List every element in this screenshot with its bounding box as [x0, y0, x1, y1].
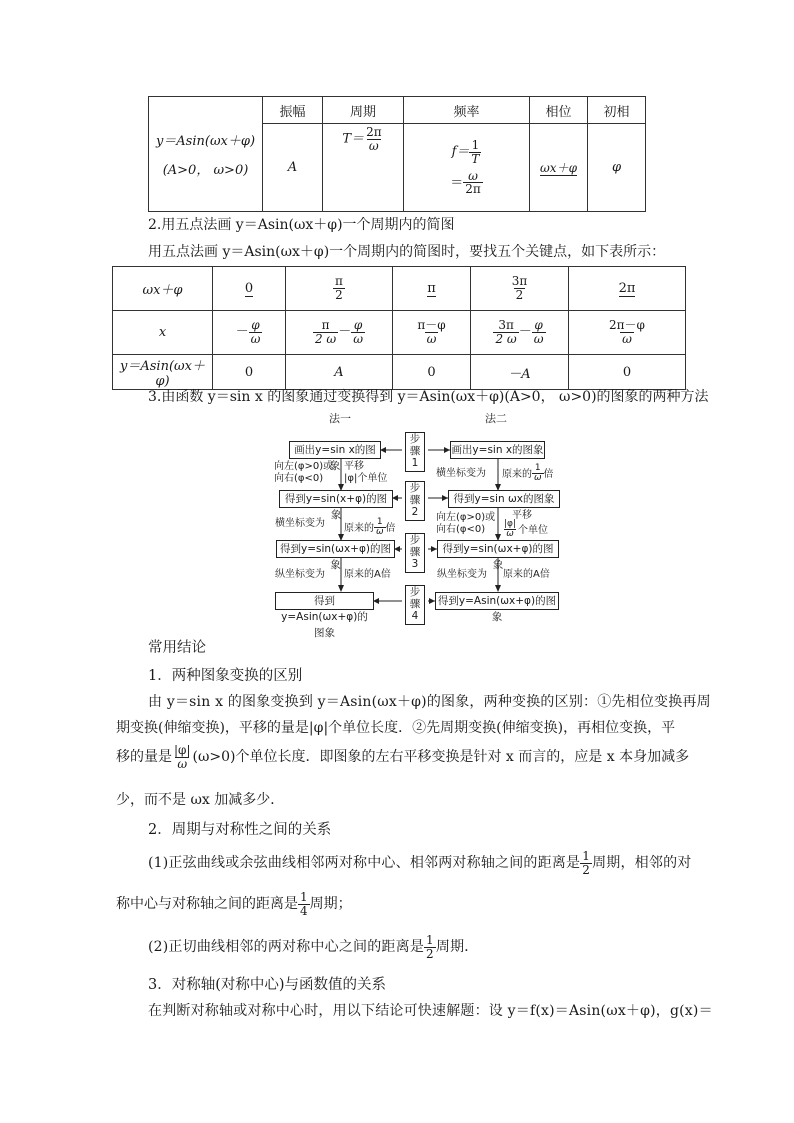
period-lhs: T＝ — [342, 131, 365, 147]
step-4: 步 骤 4 — [409, 586, 421, 622]
header-phase: 相位 — [530, 97, 588, 124]
c1-title: 1．两种图象变换的区别 — [148, 668, 303, 684]
method2-label: 法二 — [485, 412, 507, 425]
m2-t1b-row — [502, 464, 554, 484]
c1-line-1: 由 y＝sin x 的图象变换到 y＝Asin(ωx＋φ)的图象，两种变换的区别：①先相位变换再周 — [148, 694, 711, 710]
c2-l1a: (1)正弦曲线或余弦曲线相邻两对称中心、相邻两对称轴之间的距离是 — [148, 855, 581, 872]
c1-l3-den: ω — [177, 756, 188, 771]
c2-half2-den: 2 — [426, 946, 434, 961]
m1-frac-den: ω — [376, 527, 384, 538]
x5-num: 2π－φ — [609, 318, 645, 333]
freq-num2: ω — [468, 168, 478, 183]
m1-t1d: |φ|个单位 — [344, 473, 388, 484]
row-label-phase: ωx＋φ — [113, 267, 213, 311]
x1-num: φ — [251, 318, 260, 333]
phase-text: ωx＋φ — [540, 161, 577, 175]
c1-l3-num: |φ| — [174, 743, 191, 757]
c3-line-1: 在判断对称轴或对称中心时，用以下结论可快速解题：设 y＝f(x)＝Asin(ωx＋φ)，g(x)＝ — [148, 1003, 713, 1019]
freq-num: 1 — [471, 138, 480, 153]
freq-den: T — [471, 151, 480, 166]
m2-t2d-row — [502, 520, 548, 540]
m1-box-2: 得到y=sin(x+φ)的图象 — [279, 490, 393, 508]
m1-frac-num: 1 — [376, 517, 383, 527]
m2-frac-den: ω — [534, 473, 542, 484]
phase-0-text: 0 — [244, 281, 254, 296]
m2-frac-num: 1 — [534, 463, 541, 473]
x4-minus: － — [518, 325, 532, 340]
row-label-y: y＝Asin(ωx＋φ) — [113, 355, 213, 390]
c2-title: 2．周期与对称性之间的关系 — [148, 822, 332, 838]
m1-t3b: 原来的A倍 — [344, 569, 391, 580]
m2-box-2: 得到y=sin ωx的图象 — [448, 490, 560, 508]
m2-box-3: 得到y=sin(ωx+φ)的图象 — [437, 540, 559, 558]
hp-den: 2 — [335, 288, 343, 302]
step-2: 步 骤 2 — [409, 482, 421, 518]
x2-num2: φ — [353, 318, 363, 333]
x1-den: ω — [250, 332, 261, 346]
t3p-num: 3π — [511, 274, 528, 289]
c2-half2-num: 1 — [426, 933, 434, 947]
t3p-den: 2 — [515, 288, 524, 302]
header-frequency: 频率 — [404, 97, 530, 124]
c2-half1-num: 1 — [582, 849, 591, 863]
header-period: 周期 — [323, 97, 404, 124]
c2-l2a: 称中心与对称轴之间的距离是 — [116, 896, 298, 913]
x4-den2: ω — [533, 332, 544, 346]
c1-line-2: 期变换(伸缩变换)，平移的量是|φ|个单位长度．②先周期变换(伸缩变换)，再相位变换，平 — [116, 720, 676, 736]
x3-num: π－φ — [417, 318, 446, 333]
freq-lhs: f＝ — [451, 144, 470, 160]
c2-line-2 — [116, 891, 352, 917]
c1-line-3 — [116, 744, 689, 770]
m1-t2b-row — [344, 518, 396, 538]
m2-box-1: 画出y=sin x的图象 — [450, 441, 545, 459]
method1-label: 法一 — [329, 412, 351, 425]
c1-l3a: 移的量是 — [116, 749, 172, 766]
header-amplitude: 振幅 — [263, 97, 323, 124]
y-3: 0 — [393, 355, 471, 390]
m2-frac2-den: ω — [506, 529, 514, 540]
m1-box-4: 得到y=Asin(ωx+φ)的图象 — [275, 592, 374, 610]
step-3-box — [405, 533, 425, 573]
m1-box-1: 画出y=sin x的图象 — [289, 441, 381, 459]
m1-t2c: 倍 — [385, 522, 396, 534]
c2-l2b: 周期； — [309, 896, 352, 913]
c2-half-2 — [424, 934, 436, 960]
x2-den: 2 ω — [314, 332, 337, 346]
freq-den2: 2π — [465, 182, 481, 197]
step-4-box — [405, 585, 425, 625]
x2-num: π — [321, 318, 330, 333]
c3-title: 3．对称轴(对称中心)与函数值的关系 — [148, 977, 387, 993]
function-condition: (A>0， ω>0) — [162, 163, 249, 178]
c2-quarter-den: 4 — [300, 903, 308, 918]
m2-t2b: 向右(φ<0) — [436, 524, 486, 535]
y-4: －A — [471, 355, 569, 390]
c2-l1b: 周期，相邻的对 — [592, 855, 692, 872]
c2-quarter-num: 1 — [300, 890, 308, 904]
m1-t1c: 平移 — [344, 461, 364, 472]
m2-t1c: 倍 — [543, 468, 554, 480]
c2-l3b: 周期． — [435, 939, 479, 956]
m1-t3a: 纵坐标变为 — [275, 569, 325, 580]
m1-t2a: 横坐标变为 — [275, 518, 325, 529]
m1-t1b: 向右(φ<0) — [274, 473, 324, 484]
m2-t1b: 原来的 — [502, 468, 532, 480]
y-2: A — [286, 355, 393, 390]
m2-t2a: 向左(φ>0)或 — [436, 512, 496, 523]
section3-title: 3.由函数 y＝sin x 的图象通过变换得到 y＝Asin(ωx＋φ)(A>0， ω>0)的图象的两种方法 — [148, 389, 709, 405]
hp-num: π — [335, 274, 343, 289]
c1-l3-frac — [172, 744, 193, 770]
step-3: 步 骤 3 — [409, 534, 421, 570]
m2-t3b: 原来的A倍 — [503, 569, 550, 580]
amplitude-value: A — [263, 124, 323, 212]
section2-intro: 用五点法画 y＝Asin(ωx＋φ)一个周期内的简图时，要找五个关键点，如下表所示： — [148, 244, 666, 260]
function-label: y＝Asin(ωx＋φ) — [155, 134, 256, 149]
m2-box-4: 得到y=Asin(ωx+φ)的图象 — [435, 592, 559, 610]
x4-num: 3π — [498, 318, 514, 333]
m2-t1a: 横坐标变为 — [436, 468, 486, 479]
row-label-x: x — [113, 311, 213, 355]
c2-l3a: (2)正切曲线相邻的两对称中心之间的距离是 — [148, 939, 425, 956]
x4-den: 2 ω — [495, 332, 517, 346]
c2-line-3 — [148, 934, 478, 960]
initial-phase-value: φ — [588, 124, 646, 212]
phase-pi-text: π — [427, 281, 436, 296]
c1-line-4: 少，而不是 ωx 加减多少． — [116, 792, 285, 808]
period-num: 2π — [366, 125, 382, 139]
freq-eq: ＝ — [450, 175, 464, 191]
c2-line-1 — [148, 850, 691, 876]
step-1: 步 骤 1 — [409, 433, 421, 469]
section2-title: 2.用五点法画 y＝Asin(ωx＋φ)一个周期内的简图 — [148, 217, 455, 233]
x2-minus: － — [338, 325, 352, 340]
x3-den: ω — [426, 332, 437, 346]
c1-l3b: (ω>0)个单位长度．即图象的左右平移变换是针对 x 而言的，应是 x 本身加减多 — [192, 749, 690, 766]
m2-t2c: 平移 — [512, 510, 532, 521]
m2-t3a: 纵坐标变为 — [437, 569, 487, 580]
step-2-box — [405, 481, 425, 521]
c2-half-1 — [580, 850, 592, 876]
x4-num2: φ — [534, 318, 543, 333]
y-5: 0 — [569, 355, 686, 390]
m1-t1a: 向左(φ>0)或 — [274, 461, 334, 472]
m2-frac2-num: |φ| — [504, 519, 517, 529]
header-initial-phase: 初相 — [588, 97, 646, 124]
c2-quarter — [298, 891, 310, 917]
c2-half1-den: 2 — [582, 862, 591, 877]
conclusions-title: 常用结论 — [148, 640, 206, 656]
m2-t2d: 个单位 — [518, 524, 549, 536]
y-1: 0 — [213, 355, 286, 390]
x1-minus: － — [235, 325, 249, 340]
m1-box-3: 得到y=sin(ωx+φ)的图象 — [276, 540, 395, 558]
x5-den: ω — [622, 332, 632, 346]
phase-2pi-text: 2π — [618, 281, 636, 296]
step-1-box — [405, 432, 425, 472]
period-den: ω — [368, 138, 379, 153]
x2-den2: ω — [353, 332, 364, 346]
m1-t2b: 原来的 — [344, 522, 374, 534]
